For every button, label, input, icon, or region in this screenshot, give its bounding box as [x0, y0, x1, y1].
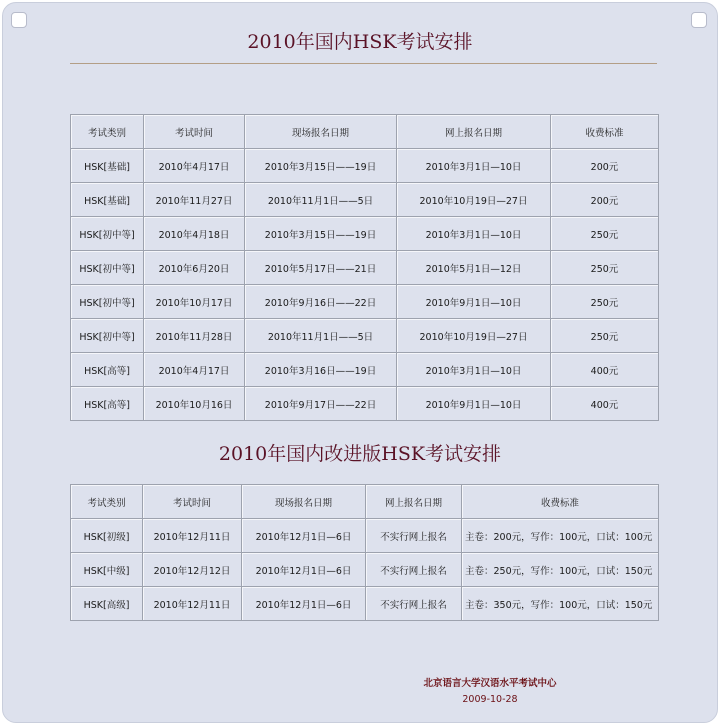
- column-header: 考试时间: [144, 115, 245, 149]
- table-row: [71, 387, 659, 421]
- table-cell: HSK[高等]: [71, 353, 144, 387]
- new-hsk-schedule-table: [70, 484, 659, 621]
- table-cell: 2010年9月1日—10日: [397, 387, 551, 421]
- hsk-schedule-table: [70, 114, 659, 421]
- table-cell: 2010年3月1日—10日: [397, 149, 551, 183]
- table-row: [71, 149, 659, 183]
- table-cell: 2010年12月11日: [143, 519, 242, 553]
- table-cell: 2010年10月19日—27日: [397, 183, 551, 217]
- table-cell: 250元: [551, 285, 659, 319]
- column-header: 收费标准: [551, 115, 659, 149]
- section-title-new-hsk: 2010年国内改进版HSK考试安排: [218, 443, 502, 465]
- fee-text: 主卷：350元，写作：100元，口试：150元: [465, 599, 653, 611]
- table-cell: 不实行网上报名: [366, 587, 462, 621]
- table-cell: 2010年5月1日—12日: [397, 251, 551, 285]
- organization-name: 北京语言大学汉语水平考试中心: [423, 678, 557, 689]
- fee-text: 主卷：200元，写作：100元，口试：100元: [465, 531, 653, 543]
- table-cell: 2010年12月1日—6日: [242, 587, 366, 621]
- table-cell: 2010年11月27日: [144, 183, 245, 217]
- table-cell: 2010年11月1日——5日: [245, 319, 397, 353]
- title-divider: [70, 63, 657, 64]
- table-cell: HSK[初级]: [71, 519, 143, 553]
- table-row: [71, 217, 659, 251]
- table-row: [71, 587, 659, 621]
- table-cell: 2010年3月1日—10日: [397, 353, 551, 387]
- table-cell: HSK[基础]: [71, 183, 144, 217]
- fee-text: 主卷：250元，写作：100元，口试：150元: [465, 565, 653, 577]
- table-cell: 2010年11月1日——5日: [245, 183, 397, 217]
- table-row: [71, 183, 659, 217]
- column-header: 考试时间: [143, 485, 242, 519]
- table-cell: 400元: [551, 353, 659, 387]
- table-cell: 不实行网上报名: [366, 519, 462, 553]
- table-header-row: [71, 485, 659, 519]
- table-cell: HSK[初中等]: [71, 285, 144, 319]
- table-cell: [462, 519, 659, 553]
- table-cell: 2010年12月11日: [143, 587, 242, 621]
- corner-decoration-right: [691, 12, 707, 28]
- column-header: 网上报名日期: [397, 115, 551, 149]
- table-cell: 2010年12月1日—6日: [242, 519, 366, 553]
- table-cell: 2010年11月28日: [144, 319, 245, 353]
- table-row: [71, 251, 659, 285]
- table-cell: 2010年5月17日——21日: [245, 251, 397, 285]
- table-cell: 250元: [551, 217, 659, 251]
- column-header: 网上报名日期: [366, 485, 462, 519]
- table-cell: 2010年9月16日——22日: [245, 285, 397, 319]
- table-cell: 2010年9月17日——22日: [245, 387, 397, 421]
- table-cell: 不实行网上报名: [366, 553, 462, 587]
- column-header: 现场报名日期: [245, 115, 397, 149]
- table-cell: 2010年4月17日: [144, 149, 245, 183]
- table-row: [71, 285, 659, 319]
- table-cell: 400元: [551, 387, 659, 421]
- table-cell: HSK[初中等]: [71, 251, 144, 285]
- table-cell: 2010年3月15日——19日: [245, 149, 397, 183]
- table-cell: [462, 553, 659, 587]
- table-cell: HSK[初中等]: [71, 217, 144, 251]
- table-cell: 2010年10月19日—27日: [397, 319, 551, 353]
- table-row: [71, 519, 659, 553]
- table-cell: HSK[基础]: [71, 149, 144, 183]
- table-cell: 2010年6月20日: [144, 251, 245, 285]
- table-cell: 2010年12月1日—6日: [242, 553, 366, 587]
- table-cell: HSK[高等]: [71, 387, 144, 421]
- table-cell: HSK[中级]: [71, 553, 143, 587]
- column-header: 收费标准: [462, 485, 659, 519]
- column-header: 考试类别: [71, 115, 144, 149]
- table-cell: 2010年4月18日: [144, 217, 245, 251]
- table-cell: HSK[初中等]: [71, 319, 144, 353]
- table-cell: 200元: [551, 149, 659, 183]
- new-hsk-schedule-body: [71, 485, 659, 621]
- table-cell: [462, 587, 659, 621]
- page-title: 2010年国内HSK考试安排: [247, 31, 473, 53]
- table-cell: 2010年12月12日: [143, 553, 242, 587]
- table-row: [71, 319, 659, 353]
- table-cell: 2010年10月16日: [144, 387, 245, 421]
- publish-date: 2009-10-28: [462, 694, 518, 705]
- table-cell: 2010年3月1日—10日: [397, 217, 551, 251]
- table-header-row: [71, 115, 659, 149]
- table-cell: 2010年9月1日—10日: [397, 285, 551, 319]
- hsk-schedule-body: [71, 115, 659, 421]
- table-cell: 2010年3月16日——19日: [245, 353, 397, 387]
- table-cell: 250元: [551, 319, 659, 353]
- table-cell: 2010年10月17日: [144, 285, 245, 319]
- table-cell: 2010年3月15日——19日: [245, 217, 397, 251]
- column-header: 现场报名日期: [242, 485, 366, 519]
- column-header: 考试类别: [71, 485, 143, 519]
- table-cell: 2010年4月17日: [144, 353, 245, 387]
- table-row: [71, 553, 659, 587]
- table-cell: 200元: [551, 183, 659, 217]
- table-cell: 250元: [551, 251, 659, 285]
- table-cell: HSK[高级]: [71, 587, 143, 621]
- corner-decoration-left: [11, 12, 27, 28]
- table-row: [71, 353, 659, 387]
